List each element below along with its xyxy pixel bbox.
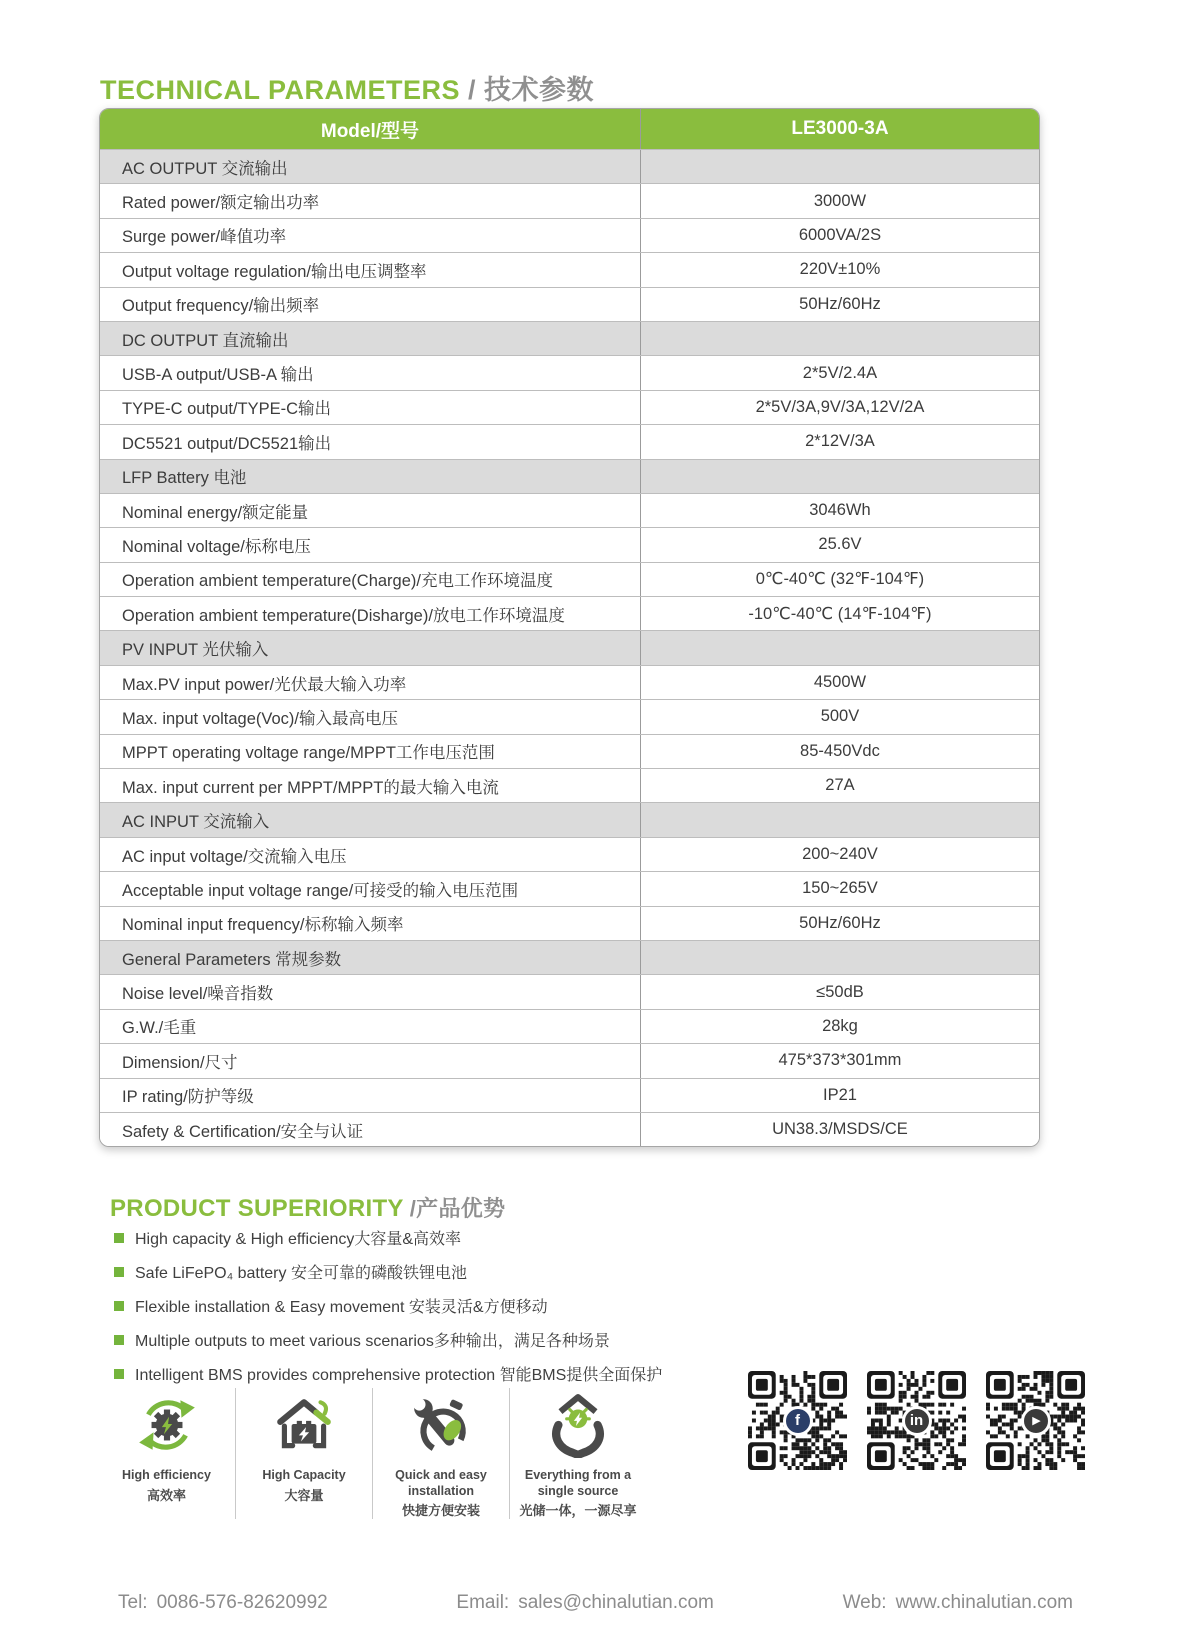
linkedin-icon: in: [902, 1406, 932, 1436]
row-label: DC5521 output/DC5521输出: [122, 434, 332, 453]
table-row: [100, 1078, 1039, 1112]
social-qr-row: [748, 1371, 1085, 1470]
single-source-icon: [545, 1388, 611, 1462]
superiority-bullet: [114, 1294, 662, 1317]
row-label: DC OUTPUT 直流输出: [122, 331, 289, 350]
row-value: 27A: [640, 769, 1039, 802]
table-row: [100, 734, 1039, 768]
table-row: [100, 871, 1039, 905]
tel-value: 0086-576-82620992: [156, 1592, 328, 1613]
table-row: [100, 183, 1039, 217]
row-value: 220V±10%: [640, 253, 1039, 286]
row-value: 150~265V: [640, 872, 1039, 905]
table-row: [100, 837, 1039, 871]
row-value: UN38.3/MSDS/CE: [640, 1113, 1039, 1146]
feature-subtitle: 大容量: [284, 1487, 324, 1503]
table-row: [100, 596, 1039, 630]
row-label: Dimension/尺寸: [122, 1053, 238, 1072]
bullet-text: Flexible installation & Easy movement 安装灵活&方便移动: [135, 1299, 548, 1316]
page-title-en: TECHNICAL PARAMETERS: [100, 75, 461, 106]
feature-title: High efficiency: [122, 1468, 211, 1482]
table-row: [100, 493, 1039, 527]
spec-table-body: [100, 149, 1039, 1146]
table-row: [100, 699, 1039, 733]
table-row: [100, 974, 1039, 1008]
row-label: Noise level/噪音指数: [122, 985, 274, 1004]
row-value: 475*373*301mm: [640, 1044, 1039, 1077]
table-row: [100, 1112, 1039, 1146]
row-label: Output voltage regulation/输出电压调整率: [122, 262, 427, 281]
table-row: [100, 424, 1039, 458]
linkedin-qr-code: [867, 1371, 966, 1470]
tel-label: Tel:: [118, 1592, 148, 1613]
row-label: MPPT operating voltage range/MPPT工作电压范围: [122, 744, 495, 763]
email-label: Email:: [456, 1592, 510, 1613]
row-value: 25.6V: [640, 528, 1039, 561]
model-column-header: Model/型号: [320, 120, 420, 142]
row-value: [640, 631, 1039, 664]
table-row: [100, 665, 1039, 699]
bullet-square-icon: [114, 1233, 124, 1243]
superiority-title-en: PRODUCT SUPERIORITY: [110, 1194, 404, 1222]
row-value: 500V: [640, 700, 1039, 733]
row-value: 2*12V/3A: [640, 425, 1039, 458]
bullet-text: Intelligent BMS provides comprehensive protection 智能BMS提供全面保护: [135, 1367, 663, 1384]
row-value: IP21: [640, 1079, 1039, 1112]
table-row: [100, 940, 1039, 974]
row-label: General Parameters 常规参数: [122, 950, 342, 969]
row-label: AC INPUT 交流输入: [122, 813, 270, 832]
footer-web: [843, 1592, 1073, 1614]
row-value: 3000W: [640, 184, 1039, 217]
feature-title: Everything from a single source: [524, 1468, 632, 1498]
bullet-square-icon: [114, 1267, 124, 1277]
row-value: -10℃-40℃ (14℉-104℉): [640, 597, 1039, 630]
table-row: [100, 355, 1039, 389]
row-label: LFP Battery 电池: [122, 469, 247, 488]
feature-subtitle: 高效率: [146, 1487, 186, 1503]
feature-title: High Capacity: [262, 1468, 346, 1482]
row-label: Safety & Certification/安全与认证: [122, 1122, 364, 1141]
superiority-bullet-list: [114, 1226, 662, 1396]
table-row: [100, 1043, 1039, 1077]
feature-high-capacity: [235, 1388, 372, 1519]
bullet-text: High capacity & High efficiency大容量&高效率: [135, 1231, 462, 1248]
row-label: Operation ambient temperature(Disharge)/放电工作环境温度: [122, 606, 565, 625]
row-value: [640, 322, 1039, 355]
feature-quick-installation: [372, 1388, 509, 1519]
row-value: 4500W: [640, 666, 1039, 699]
spec-table-header-row: [100, 109, 1039, 149]
table-row: [100, 1009, 1039, 1043]
row-value: [640, 150, 1039, 183]
row-label: USB-A output/USB-A 输出: [122, 366, 314, 385]
spec-table: [99, 108, 1040, 1147]
row-value: 0℃-40℃ (32℉-104℉): [640, 563, 1039, 596]
table-row: [100, 459, 1039, 493]
table-row: [100, 768, 1039, 802]
row-value: 2*5V/3A,9V/3A,12V/2A: [640, 391, 1039, 424]
high-capacity-icon: [271, 1388, 337, 1462]
feature-subtitle: 光储一体，一源尽享: [519, 1503, 637, 1519]
table-row: [100, 218, 1039, 252]
row-value: ≤50dB: [640, 975, 1039, 1008]
row-label: Max. input current per MPPT/MPPT的最大输入电流: [122, 778, 499, 797]
feature-single-source: [509, 1388, 646, 1519]
high-efficiency-icon: [134, 1388, 200, 1462]
footer-email: [456, 1592, 713, 1614]
row-label: G.W./毛重: [122, 1019, 197, 1038]
footer-tel: [118, 1592, 328, 1614]
youtube-qr-code: [986, 1371, 1085, 1470]
row-label: Max. input voltage(Voc)/输入最高电压: [122, 709, 399, 728]
row-label: AC input voltage/交流输入电压: [122, 847, 347, 866]
bullet-square-icon: [114, 1335, 124, 1345]
superiority-bullet: [114, 1226, 662, 1249]
youtube-play-icon: ▶: [1021, 1406, 1051, 1436]
feature-high-efficiency: [98, 1388, 235, 1519]
row-value: 28kg: [640, 1010, 1039, 1043]
feature-title: Quick and easy installation: [395, 1468, 487, 1498]
table-row: [100, 287, 1039, 321]
facebook-qr-code: [748, 1371, 847, 1470]
row-label: IP rating/防护等级: [122, 1088, 254, 1107]
web-label: Web:: [842, 1592, 887, 1613]
bullet-square-icon: [114, 1301, 124, 1311]
web-value: www.chinalutian.com: [895, 1592, 1073, 1613]
row-value: 85-450Vdc: [640, 735, 1039, 768]
row-value: 50Hz/60Hz: [640, 907, 1039, 940]
row-label: Nominal voltage/标称电压: [122, 537, 311, 556]
table-row: [100, 630, 1039, 664]
row-label: Operation ambient temperature(Charge)/充电工作环境温度: [122, 572, 553, 591]
row-value: 6000VA/2S: [640, 219, 1039, 252]
row-value: [640, 941, 1039, 974]
row-value: [640, 460, 1039, 493]
row-value: 200~240V: [640, 838, 1039, 871]
table-row: [100, 906, 1039, 940]
table-row: [100, 527, 1039, 561]
superiority-title-zh: /产品优势: [409, 1195, 506, 1221]
superiority-bullet: [114, 1260, 662, 1283]
row-value: 2*5V/2.4A: [640, 356, 1039, 389]
email-value: sales@chinalutian.com: [518, 1592, 714, 1613]
row-label: Nominal input frequency/标称输入频率: [122, 916, 404, 935]
facebook-icon: f: [783, 1406, 813, 1436]
page-title-zh: / 技术参数: [468, 75, 595, 106]
row-label: Nominal energy/额定能量: [122, 503, 309, 522]
feature-subtitle: 快捷方便安装: [401, 1503, 480, 1519]
table-row: [100, 252, 1039, 286]
row-value: 3046Wh: [640, 494, 1039, 527]
row-value: 50Hz/60Hz: [640, 288, 1039, 321]
row-label: Surge power/峰值功率: [122, 228, 287, 247]
value-column-header: LE3000-3A: [640, 109, 1039, 149]
row-label: Output frequency/输出频率: [122, 297, 320, 316]
table-row: [100, 321, 1039, 355]
row-label: Max.PV input power/光伏最大输入功率: [122, 675, 407, 694]
bullet-text: Multiple outputs to meet various scenarios多种输出，满足各种场景: [135, 1333, 610, 1350]
table-row: [100, 562, 1039, 596]
feature-strip: [98, 1388, 646, 1519]
table-row: [100, 149, 1039, 183]
superiority-title: [110, 1192, 505, 1223]
superiority-bullet: [114, 1328, 662, 1351]
page-title: [100, 68, 594, 107]
superiority-bullet: [114, 1362, 662, 1385]
row-label: PV INPUT 光伏输入: [122, 641, 269, 660]
bullet-text: Safe LiFePO₄ battery 安全可靠的磷酸铁锂电池: [135, 1265, 467, 1282]
contact-footer: [118, 1592, 1073, 1614]
row-label: TYPE-C output/TYPE-C输出: [122, 400, 332, 419]
table-row: [100, 802, 1039, 836]
row-label: AC OUTPUT 交流输出: [122, 159, 288, 178]
table-row: [100, 390, 1039, 424]
row-value: [640, 803, 1039, 836]
bullet-square-icon: [114, 1369, 124, 1379]
quick-installation-icon: [408, 1388, 474, 1462]
row-label: Acceptable input voltage range/可接受的输入电压范围: [122, 881, 519, 900]
row-label: Rated power/额定输出功率: [122, 194, 320, 213]
